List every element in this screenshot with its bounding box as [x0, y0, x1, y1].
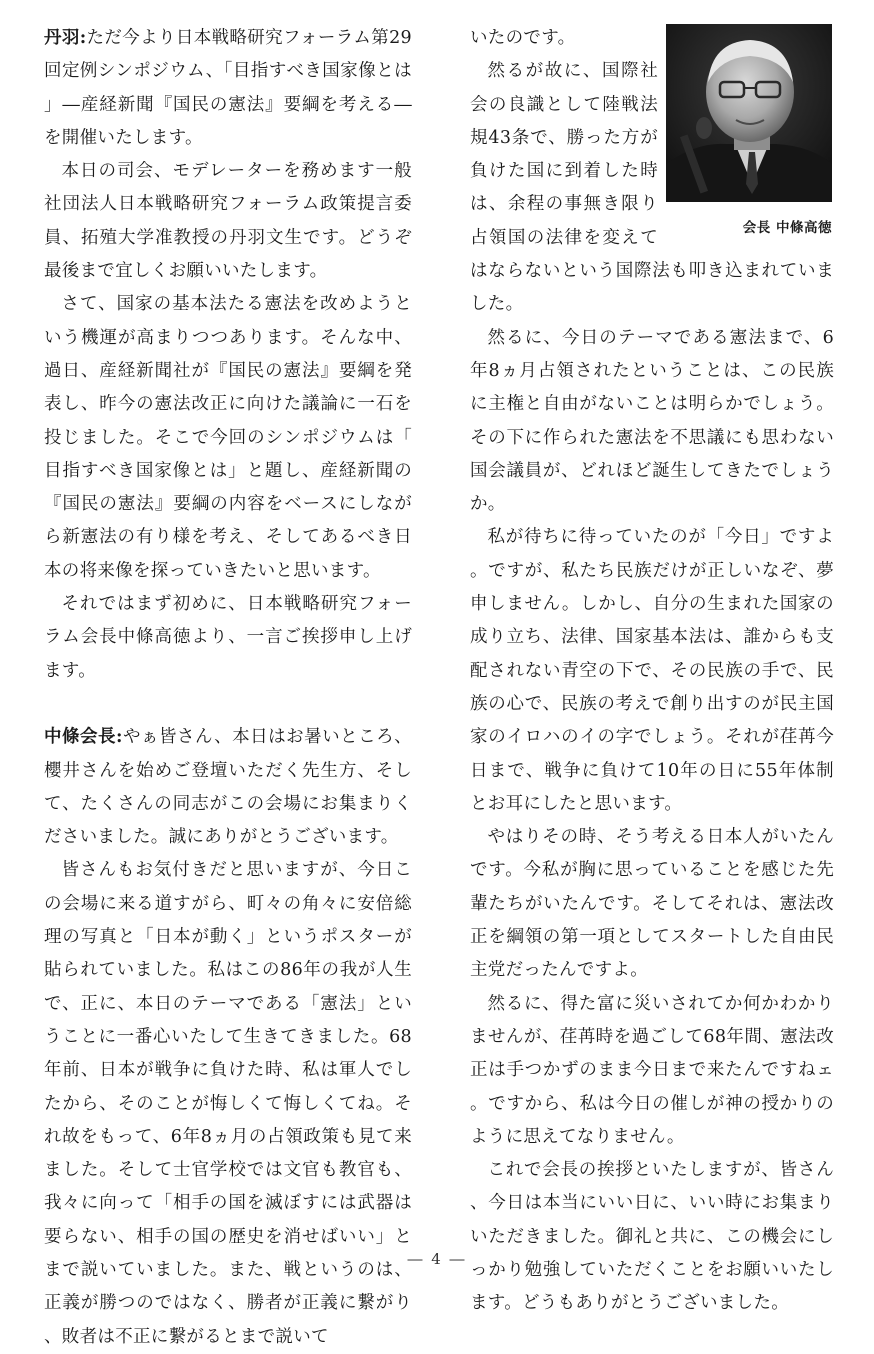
moderator-intro-paragraph: 本日の司会、モデレーターを務めます一般社団法人日本戦略研究フォーラム政策提言委員、拓殖大学准教授の丹羽文生です。どうぞ最後まで宜しくお願いいたします。 [44, 161, 412, 282]
speech-continuation-paragraph: いたのです。 [470, 28, 576, 48]
chairman-greeting-paragraph [44, 721, 412, 854]
opening-remarks-paragraph [44, 22, 412, 155]
symposium-theme-paragraph: さて、国家の基本法たる憲法を改めようという機運が高まりつつあります。そんな中、過日、産経新聞社が『国民の憲法』要綱を発表し、昨今の憲法改正に向けた議論に一石を投じました。そこで今回のシンポジウムは「目指すべき国家像とは」と題し、産経新聞の『国民の憲法』要綱の内容をベースにしながら新憲法の有り様を考え、そしてあるべき日本の将来像を探っていきたいと思います。 [44, 294, 412, 581]
chairman-introduction-paragraph: それではまず初めに、日本戦略研究フォーラム会長中條高徳より、一言ご挨拶申し上げます。 [44, 594, 412, 681]
occupation-sovereignty-paragraph: 然るに、今日のテーマである憲法まで、6年8ヵ月占領されたということは、この民族に主権と自由がないことは明らかでしょう。その下に作られた憲法を不思議にも思わない国会議員が、どれほど誕生してきたでしょうか。 [470, 327, 834, 515]
closing-remarks-paragraph: これで会長の挨拶といたしますが、皆さん、今日は本当にいい日に、いい時にお集まりいただきました。御礼と共に、この機会にしっかり勉強していただくことをお願いいたします。どうもありがとうございました。 [470, 1160, 834, 1314]
right-column [470, 22, 834, 1321]
page-number: ― 4 ― [407, 1250, 467, 1268]
paragraph-text: ただ今より日本戦略研究フォーラム第29回定例シンポジウム、「目指すべき国家像とは」―産経新聞『国民の憲法』要綱を考える―を開催いたします。 [44, 28, 412, 148]
sixty-eight-years-paragraph: 然るに、得た富に災いされてか何かわかりませんが、荏苒時を過ごして68年間、憲法改正は手つかずのまま今日まで来たんですねェ。ですから、私は今日の催しが神の授かりのように思えてなりません。 [470, 993, 834, 1147]
chairman-photo-figure [666, 24, 834, 246]
speaker-name-niwa: 丹羽: [44, 28, 87, 48]
paragraph-text: やぁ皆さん、本日はお暑いところ、櫻井さんを始めご登壇いただく先生方、そして、たくさんの同志がこの会場にお集まりくださいました。誠にありがとうございます。 [44, 727, 412, 848]
chairman-speech-paragraph: 皆さんもお気付きだと思いますが、今日この会場に来る道すがら、町々の角々に安倍総理の写真と「日本が動く」というポスターが貼られていました。私はこの86年の我が人生で、正に、本日のテーマである「憲法」ということに一番心いたして生きてきました。68年前、日本が戦争に負けた時、私は軍人でしたから、そのことが悔しくて悔しくてね。それ故をもって、6年8ヵ月の占領政策も見て来ました。そして士官学校では文官も教官も、我々に向って「相手の国を滅ぼすには武器は要らない、相手の国の歴史を消せばいい」とまで説いていました。また、戦というのは、正義が勝つのではなく、勝者が正義に繋がり、敗者は不正に繋がるとまで説いて [44, 860, 412, 1347]
chairman-portrait-image [666, 24, 832, 202]
international-law-paragraph: 然るが故に、国際社会の良識として陸戦法規43条で、勝った方が負けた国に到着した時は、余程の事無き限り占領国の法律を変えてはならないという国際法も叩き込まれていました。 [470, 61, 834, 315]
todays-meaning-paragraph: 私が待ちに待っていたのが「今日」ですよ。ですが、私たち民族だけが正しいなぞ、夢申しません。しかし、自分の生まれた国家の成り立ち、法律、国家基本法は、誰からも支配されない青空の下で、その民族の手で、民族の心で、民族の考えで創り出すのが民主国家のイロハのイの字でしょう。それが荏苒今日まで、戦争に負けて10年の日に55年体制とお耳にしたと思います。 [470, 527, 834, 814]
speaker-name-chujo: 中條会長: [44, 727, 123, 748]
ldp-history-paragraph: やはりその時、そう考える日本人がいたんです。今私が胸に思っていることを感じた先輩たちがいたんです。そしてそれは、憲法改正を綱領の第一項としてスタートした自由民主党だったんですよ。 [470, 827, 834, 981]
photo-caption: 会長 中條高徳 [742, 220, 832, 236]
left-column [44, 22, 412, 1354]
